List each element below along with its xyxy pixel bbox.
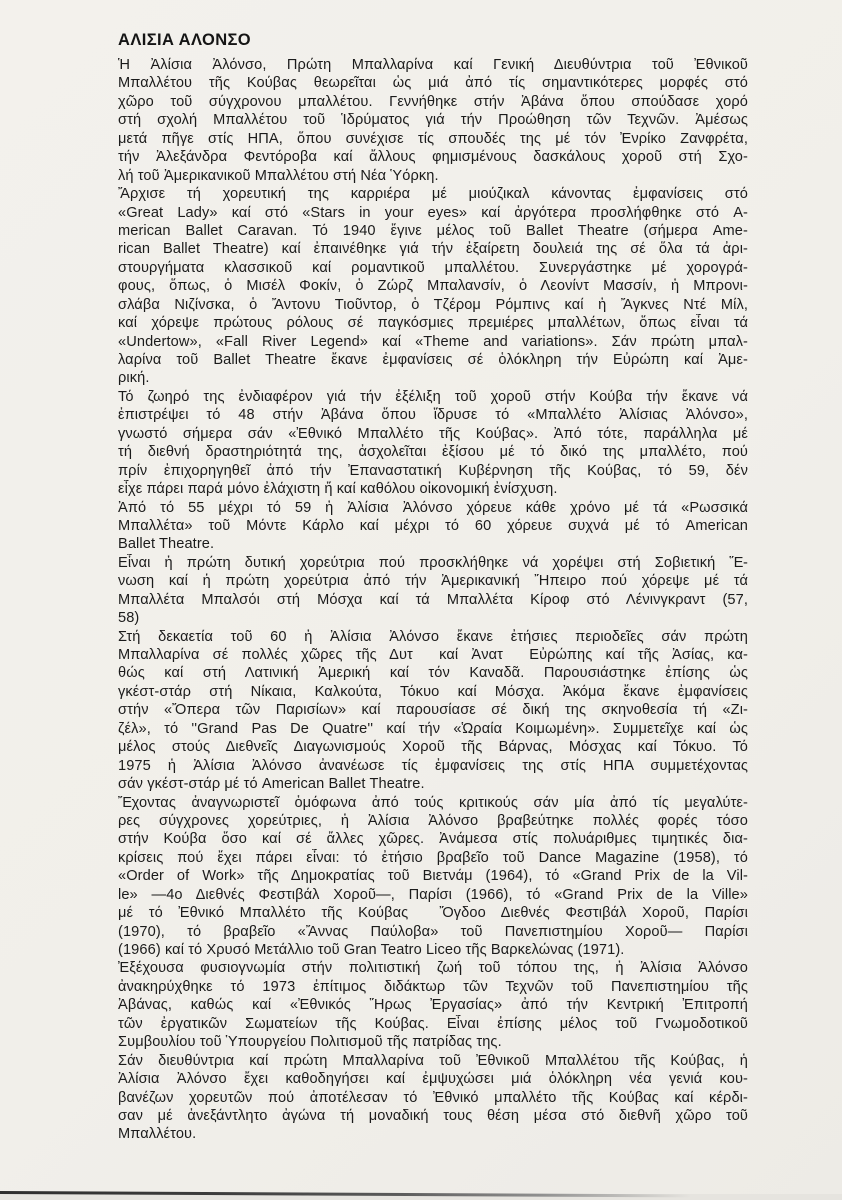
text-line: καί χόρεψε πρώτους ρόλους σέ παγκόσμιες πρεμιέρες μπαλλέτων, ὅπως εἶναι τά <box>118 315 748 332</box>
text-line: Ἡ Ἀλίσια Ἀλόνσο, Πρώτη Μπαλλαρίνα καί Γενική Διευθύντρια τοῦ Ἐθνικοῦ <box>118 57 748 73</box>
text-line: ρες σύγχρονες χορεύτριες, ἡ Ἀλίσια Ἀλόνσο βραβεύτηκε πολλές φορές τόσο <box>118 812 748 829</box>
text-line: σάν γκέστ-στάρ μέ τό American Ballet Theatre. <box>118 776 425 793</box>
paragraph-soviet-union <box>118 554 748 628</box>
text-line: Ἀπό τό 55 μέχρι τό 59 ἡ Ἀλίσια Ἀλόνσο χόρευε κάθε χρόνο μέ τά «Ρωσσικά <box>118 499 748 516</box>
text-line: Μπαλλέτου τῆς Κούβας θεωρεῖται ὡς μιά ἀπό τίς σημαντικότερες μορφές στό <box>118 75 748 92</box>
text-line: Ἀβάνας, καθώς καί «Ἐθνικός Ἥρως Ἐργασίας» ἀπό τήν Κεντρική Ἐπιτροπή <box>118 997 748 1014</box>
text-line: rican Ballet Theatre) καί ἐπαινέθηκε γιά τήν ἐξαίρετη δουλειά της σέ ὅλα τά ἀρι- <box>118 241 748 258</box>
paragraph-honors-cuba <box>118 959 748 1051</box>
text-line: νωση καί ἡ πρώτη χορεύτρια ἀπό τήν Ἀμερικανική Ἤπειρο πού χόρεψε μέ τά <box>118 573 748 590</box>
text-line: le» —4ο Διεθνές Φεστιβάλ Χοροῦ—, Παρίσι (1966), τό «Grand Prix de la Ville» <box>118 886 748 903</box>
text-line: στουργήματα κλασσικοῦ καί ρομαντικοῦ μπαλλέτου. Συνεργάστηκε μέ χορογρά- <box>118 259 748 276</box>
text-line: μετά πῆγε στίς ΗΠΑ, ὅπου συνέχισε τίς σπουδές της μέ τόν Ἐνρίκο Ζανφρέτα, <box>118 130 748 147</box>
text-line: τή διεθνή δραστηριότητά της, ἀσχολεῖται ἐξίσου μέ τό δικό της μπαλλέτο, πού <box>118 444 748 461</box>
text-line: σαν μέ ἀνεξάντλητο ἀγώνα τή μοναδική τους θέση μέσα στό διεθνῆ χῶρο τοῦ <box>118 1107 748 1124</box>
text-line: (1966) καί τό Χρυσό Μετάλλιο τοῦ Gran Teatro Liceo τῆς Βαρκελώνας (1971). <box>118 942 625 958</box>
text-line: Μπαλλαρίνα σέ πολλές χῶρες τῆς Δυτ καί Ἀνατ Εὐρώπης καί τῆς Ἀσίας, κα- <box>118 647 748 663</box>
text-line: λή τοῦ Ἀμερικανικοῦ Μπαλλέτου στή Νέα Ὑόρκη. <box>118 167 439 184</box>
text-line: μέ τό Ἐθνικό Μπαλλέτο τῆς Κούβας Ὄγδοο Διεθνές Φεστιβάλ Χοροῦ, Παρίσι <box>118 905 748 922</box>
paragraph-monte-carlo <box>118 499 748 554</box>
text-line: «Undertow», «Fall River Legend» καί «Theme and variations». Σάν πρώτη μπαλ- <box>118 333 748 350</box>
text-line: σλάβα Νιζίνσκα, ὁ Ἄντονυ Τιοῦντορ, ὁ Τζέρομ Ρόμπινς καί ἡ Ἄγκνες Ντέ Μίλ, <box>118 296 748 313</box>
text-line: γκέστ-στάρ στή Νίκαια, Καλκούτα, Τόκυο καί Μόσχα. Ἀκόμα ἔκανε ἐμφανίσεις <box>118 683 748 700</box>
text-line: φους, ὅπως, ὁ Μισέλ Φοκίν, ὁ Ζώρζ Μπαλανσίν, ὁ Λεονίντ Μασσίν, ἡ Μπρονι- <box>118 278 748 295</box>
text-line: εἶχε πάρει παρά μόνο ἐλάχιστη ἤ καί καθόλου οἰκονομική ἐνίσχυση. <box>118 481 558 498</box>
paragraph-awards <box>118 794 748 960</box>
text-line: γνωστό σήμερα σάν «Ἐθνικό Μπαλλέτο τῆς Κούβας». Ἀπό τότε, παράλληλα μέ <box>118 425 748 442</box>
text-line: κρίσεις πού ἔχει πάρει εἶναι: τό ἐτήσιο βραβεῖο τοῦ Dance Magazine (1958), τό <box>118 849 748 866</box>
text-line: 1975 ἡ Ἀλίσια Ἀλόνσο ἀνανέωσε τίς ἐμφανίσεις της στίς ΗΠΑ συμμετέχοντας <box>118 757 748 774</box>
text-line: (1970), τό βραβεῖο «Ἄννας Παύλοβα» τοῦ Πανεπιστημίου Χοροῦ— Παρίσι <box>118 923 748 940</box>
text-line: Μπαλλέτα» τοῦ Μόντε Κάρλο καί μέχρι τό 60 χόρευε συχνά μέ τό American <box>118 517 748 534</box>
text-line: Στή δεκαετία τοῦ 60 ἡ Ἀλίσια Ἀλόνσο ἔκανε ἐτήσιες περιοδεῖες σάν πρώτη <box>118 628 748 645</box>
text-line: ἀνακηρύχθηκε τό 1973 ἐπίτιμος διδάκτωρ τῶν Τεχνῶν τοῦ Πανεπιστημίου τῆς <box>118 978 748 995</box>
text-line: Ballet Theatre. <box>118 536 215 553</box>
paragraph-legacy <box>118 1052 748 1144</box>
text-line: Μπαλλέτα Μπαλσόι στή Μόσχα καί τά Μπαλλέτα Κίροφ στό Λένινγκραντ (57, <box>118 591 748 608</box>
text-line: Σάν διευθύντρια καί πρώτη Μπαλλαρίνα τοῦ Ἐθνικοῦ Μπαλλέτου τῆς Κούβας, ἡ <box>118 1052 748 1069</box>
paragraph-career-start <box>118 185 748 388</box>
text-line: ρική. <box>118 370 150 387</box>
text-line: λαρίνα τοῦ Ballet Theatre ἔκανε ἐμφανίσεις σέ ὁλόκληρη τήν Εὐρώπη καί Ἀμε- <box>118 352 748 368</box>
text-line: Ἔχοντας ἀναγνωριστεῖ ὁμόφωνα ἀπό τούς κριτικούς σάν μία ἀπό τίς μεγαλύτε- <box>118 794 748 811</box>
paragraph-return-to-cuba <box>118 388 748 499</box>
text-line: πρίν ἐπιχορηγηθεῖ ἀπό τήν Ἐπαναστατική Κυβέρνηση τῆς Κούβας, τό 59, δέν <box>118 462 748 479</box>
text-line: ἐπιστρέψει τό 48 στήν Ἀβάνα ὅπου ἵδρυσε τό «Μπαλλέτο Ἀλίσιας Ἀλόνσο», <box>118 407 748 424</box>
text-line: 58) <box>118 610 140 627</box>
text-line: Εἶναι ἡ πρώτη δυτική χορεύτρια πού προσκλήθηκε νά χορέψει στή Σοβιετική Ἕ- <box>118 554 748 571</box>
text-line: Τό ζωηρό της ἐνδιαφέρον γιά τήν ἐξέλιξη τοῦ χοροῦ στήν Κούβα τήν ἔκανε νά <box>118 388 748 405</box>
text-line: ζέλ», τό ''Grand Pas De Quatre'' καί τήν «Ὡραία Κοιμωμένη». Συμμετεῖχε καί ὡς <box>118 720 748 737</box>
page-title: ΑΛΙΣΙΑ ΑΛΟΝΣΟ <box>118 31 252 49</box>
text-line: τήν Ἀλεξάνδρα Φεντόροβα καί ἄλλους φημισμένους δασκάλους χοροῦ στή Σχο- <box>118 149 748 166</box>
paragraph-tours-1960s <box>118 628 748 794</box>
text-line: Συμβουλίου τοῦ Ὑπουργείου Πολιτισμοῦ τῆς πατρίδας της. <box>118 1034 502 1051</box>
text-line: στή σχολή Μπαλλέτου τοῦ Ἱδρύματος γιά τήν Προώθηση τῶν Τεχνῶν. Ἀμέσως <box>118 112 748 129</box>
text-line: Μπαλλέτου. <box>118 1126 197 1143</box>
text-line: στήν Κούβα ὅσο καί σέ ἄλλες χῶρες. Ἀνάμεσα στίς πολυάριθμες τιμητικές δια- <box>118 831 748 848</box>
text-line: βανέζων χορευτῶν πού ἀποτέλεσαν τό Ἐθνικό μπαλλέτο τῆς Κούβας καί κέρδι- <box>118 1089 748 1106</box>
text-line: «Order of Work» τῆς Δημοκρατίας τοῦ Βιετνάμ (1964), τό «Grand Prix de la Vil- <box>118 868 748 885</box>
text-line: χῶρο τοῦ σύγχρονου μπαλλέτου. Γεννήθηκε στήν Ἀβάνα ὅπου σπούδασε χορό <box>118 93 748 110</box>
text-line: Ἐξέχουσα φυσιογνωμία στήν πολιτιστική ζωή τοῦ τόπου της, ἡ Ἀλίσια Ἀλόνσο <box>118 960 748 977</box>
text-line: «Great Lady» καί στό «Stars in your eyes» καί ἀργότερα προσλήφθηκε στό A- <box>118 204 748 221</box>
text-line: θώς καί στή Λατινική Ἀμερική καί τόν Καναδᾶ. Παρουσιάστηκε ἐπίσης ὡς <box>118 665 748 682</box>
text-line: μέλος στούς Διεθνεῖς Διαγωνισμούς Χοροῦ τῆς Βάρνας, Μόσχας καί Τόκυο. Τό <box>118 739 748 756</box>
text-line: Ἀλίσια Ἀλόνσο ἔχει καθοδηγήσει καί ἐμψυχώσει μιά ὁλόκληρη νέα γενιά κου- <box>118 1071 748 1088</box>
text-line: Ἄρχισε τή χορευτική της καρριέρα μέ μιούζικαλ κάνοντας ἐμφανίσεις στό <box>118 186 748 203</box>
text-line: τῶν ἐργατικῶν Σωματείων τῆς Κούβας. Εἶναι ἐπίσης μέλος τοῦ Γνωμοδοτικοῦ <box>118 1015 748 1032</box>
document-body <box>118 56 748 1144</box>
text-line: merican Ballet Caravan. Τό 1940 ἔγινε μέλος τοῦ Ballet Theatre (σήμερα Ame- <box>118 222 748 239</box>
paragraph-intro <box>118 56 748 185</box>
text-line: στήν «Ὄπερα τῶν Παρισίων» καί παρουσίασε σέ δική της σκηνοθεσία τή «Ζι- <box>118 702 748 719</box>
